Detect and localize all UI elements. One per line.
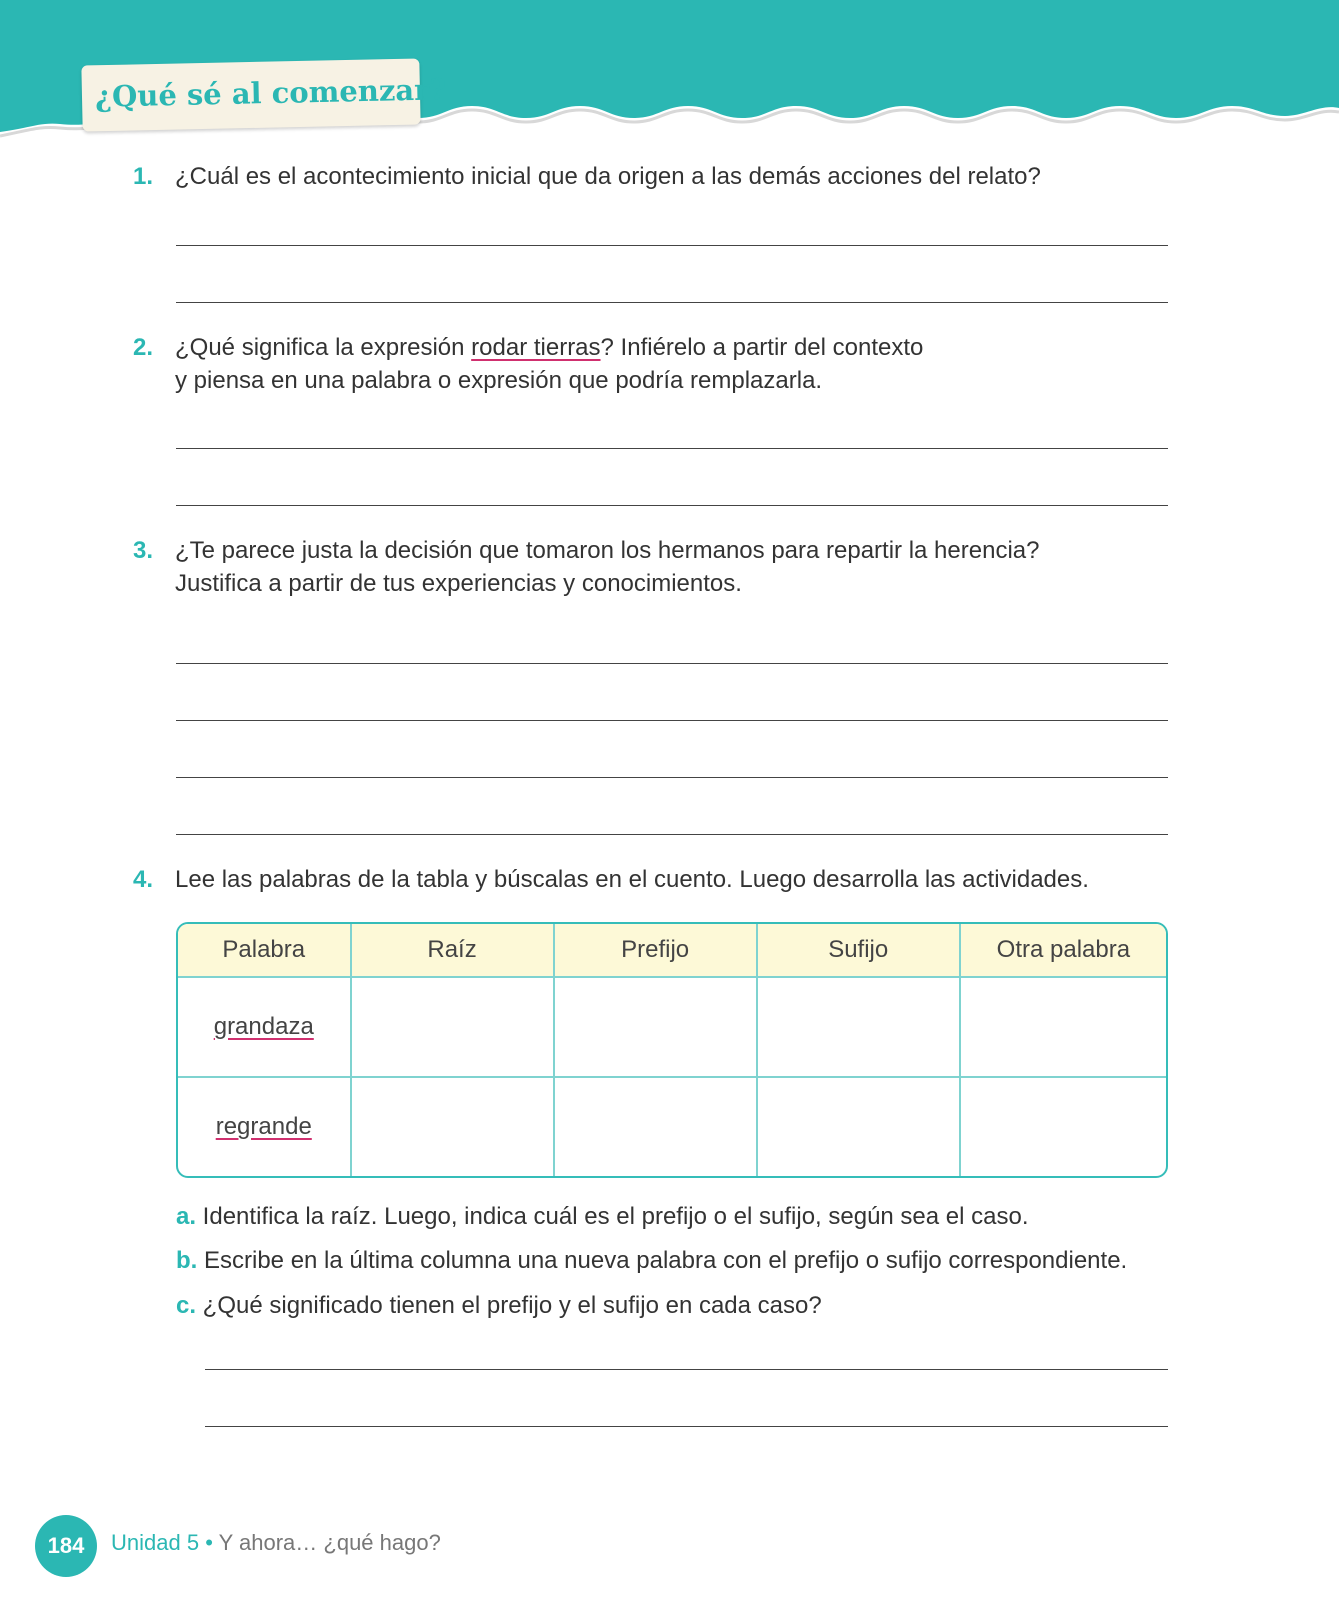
question-text: ¿Cuál es el acontecimiento inicial que da origen a las demás acciones del relato? [175, 163, 1041, 190]
answer-line[interactable] [176, 834, 1168, 835]
column-header-palabra: Palabra [178, 924, 352, 978]
question-text: y piensa en una palabra o expresión que podría remplazarla. [175, 367, 823, 394]
answer-line[interactable] [176, 663, 1168, 664]
subitem-text: ¿Qué significado tienen el prefijo y el sufijo en cada caso? [196, 1292, 822, 1319]
answer-line[interactable] [176, 245, 1168, 246]
subitem-letter: c. [176, 1292, 197, 1319]
subitem-text: Escribe en la última columna una nueva palabra con el prefijo o sufijo correspondiente. [197, 1247, 1128, 1274]
subitem-c [176, 1289, 822, 1323]
bullet-separator: • [205, 1530, 213, 1555]
subitem-text: Identifica la raíz. Luego, indica cuál es el prefijo o el sufijo, según sea el caso. [196, 1203, 1029, 1230]
question-text: ¿Te parece justa la decisión que tomaron los hermanos para repartir la herencia? [175, 537, 1040, 564]
answer-line[interactable] [176, 720, 1168, 721]
prefijo-cell[interactable] [555, 1078, 758, 1176]
column-header-raiz: Raíz [352, 924, 555, 978]
otra-palabra-cell[interactable] [961, 978, 1166, 1078]
subitem-letter: b. [176, 1247, 198, 1274]
word: regrande [215, 1113, 312, 1140]
raiz-cell[interactable] [352, 978, 555, 1078]
answer-line[interactable] [205, 1426, 1168, 1427]
prefijo-cell[interactable] [555, 978, 758, 1078]
chapter-title: Y ahora… ¿qué hago? [218, 1530, 441, 1555]
word-cell [178, 978, 352, 1078]
question-text-part: ¿Qué significa la expresión [175, 334, 472, 361]
question-text: Lee las palabras de la tabla y búscalas en el cuento. Luego desarrolla las actividades. [175, 866, 1089, 893]
raiz-cell[interactable] [352, 1078, 555, 1176]
column-header-prefijo: Prefijo [555, 924, 758, 978]
subitem-a [176, 1200, 1029, 1234]
table-header-row [178, 924, 1166, 978]
table-row [178, 1078, 1166, 1176]
answer-line[interactable] [176, 448, 1168, 449]
word: grandaza [213, 1013, 314, 1040]
question-number: 2. [133, 334, 154, 361]
question-text [175, 331, 923, 365]
word-cell [178, 1078, 352, 1176]
otra-palabra-cell[interactable] [961, 1078, 1166, 1176]
question-text: Justifica a partir de tus experiencias y conocimientos. [175, 570, 742, 597]
answer-line[interactable] [205, 1369, 1168, 1370]
word-table [176, 922, 1168, 1178]
sufijo-cell[interactable] [758, 1078, 961, 1176]
answer-line[interactable] [176, 302, 1168, 303]
question-number: 1. [133, 163, 154, 190]
question-number: 3. [133, 537, 154, 564]
footer-running-head [111, 1530, 441, 1556]
question-number: 4. [133, 866, 154, 893]
answer-line[interactable] [176, 777, 1168, 778]
subitem-letter: a. [176, 1203, 197, 1230]
page-number: 184 [35, 1515, 97, 1577]
question-text-part: ? Infiérelo a partir del contexto [600, 334, 924, 361]
table-row [178, 978, 1166, 1078]
underlined-expression: rodar tierras [471, 334, 601, 361]
sufijo-cell[interactable] [758, 978, 961, 1078]
column-header-sufijo: Sufijo [758, 924, 961, 978]
unit-label: Unidad 5 [111, 1530, 200, 1555]
answer-line[interactable] [176, 505, 1168, 506]
page-title: ¿Qué sé al comenzar? [94, 72, 447, 114]
subitem-b [176, 1244, 1127, 1278]
column-header-otra-palabra: Otra palabra [961, 924, 1166, 978]
